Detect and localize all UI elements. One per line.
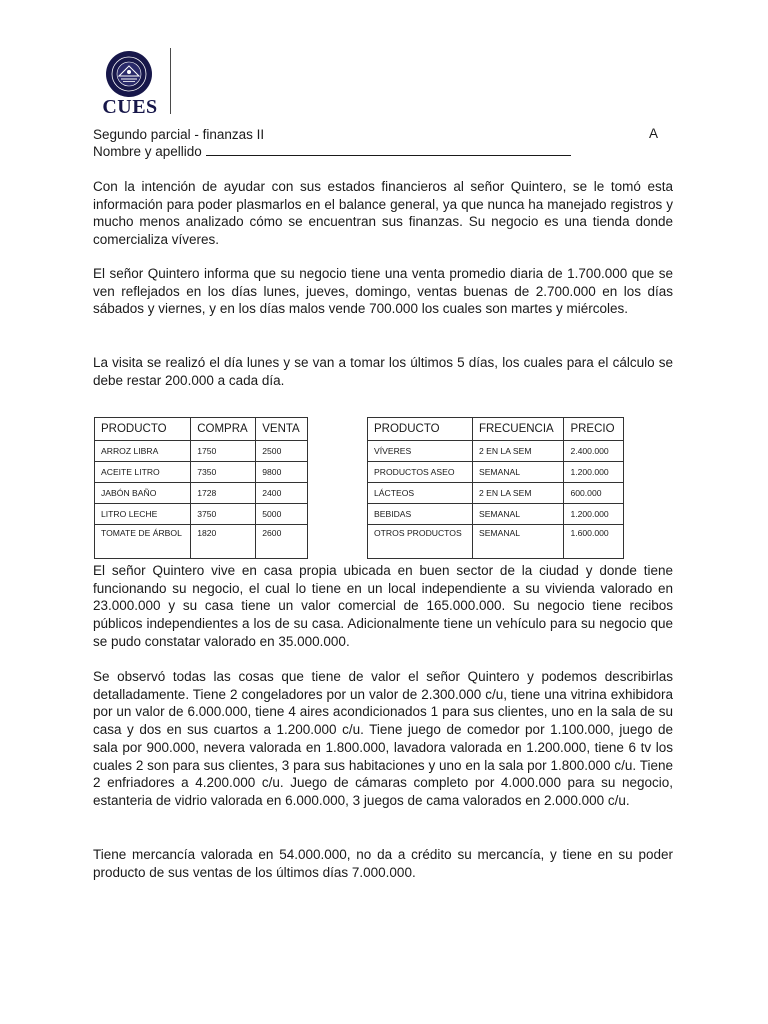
table-header-row — [95, 418, 308, 441]
table-cell: SEMANAL — [472, 525, 563, 559]
name-line — [93, 143, 571, 160]
paragraph-inventory: Tiene mercancía valorada en 54.000.000, no da a crédito su mercancía, y tiene en su poder producto de sus ventas de los últimos días 7.000.000. — [93, 847, 673, 880]
institution-logo — [97, 46, 161, 118]
column-header: FRECUENCIA — [472, 418, 563, 441]
table-row — [95, 462, 308, 483]
table-cell: SEMANAL — [472, 462, 563, 483]
table-cell: PRODUCTOS ASEO — [368, 462, 473, 483]
column-header: COMPRA — [191, 418, 256, 441]
column-header: VENTA — [256, 418, 308, 441]
table-cell: 5000 — [256, 504, 308, 525]
table-cell: OTROS PRODUCTOS — [368, 525, 473, 559]
table-cell: 1750 — [191, 441, 256, 462]
table-cell: LÁCTEOS — [368, 483, 473, 504]
table-row — [368, 462, 624, 483]
column-header: PRECIO — [564, 418, 624, 441]
table-cell: LITRO LECHE — [95, 504, 191, 525]
table-cell: SEMANAL — [472, 504, 563, 525]
paragraph-sales: El señor Quintero informa que su negocio tiene una venta promedio diaria de 1.700.000 que se ven reflejados en los días lunes, jueves, domingo, ventas buenas de 2.700.000 en los días sábados y viernes, y en los días malos vende 700.000 los cuales son martes y miércoles. — [93, 266, 673, 317]
table-cell: 2600 — [256, 525, 308, 559]
university-seal-icon — [105, 50, 153, 98]
table-cell: JABÓN BAÑO — [95, 483, 191, 504]
logo-divider — [170, 48, 171, 114]
expenses-table — [367, 417, 624, 559]
table-row — [368, 525, 624, 559]
paragraph-assets: Se observó todas las cosas que tiene de valor el señor Quintero y podemos describirlas detalladamente. Tiene 2 congeladores por un valor de 2.300.000 c/u, tiene una vitrina exhibidora por un valor de 6.000.000, tiene 4 aires acondicionados 1 para sus clientes, uno en la sala de su casa y dos en sus cuartos a 1.200.000 c/u. Tiene juego de comedor por 1.100.000, juego de sala por 900.000, nevera valorada en 1.800.000, lavadora valorada en 1.200.000, tiene 6 tv los cuales 2 son para sus clientes, 3 para sus habitaciones y uno en la sala por 1.800.000 c/u. Tiene 2 enfriadores a 4.200.000 c/u. Juego de cámaras completo por 4.000.000 para su negocio, estanteria de vidrio valorada en 6.000.000, 3 juegos de cama valorados en 2.000.000 c/u. — [93, 669, 673, 808]
table-cell: 7350 — [191, 462, 256, 483]
table-row — [95, 441, 308, 462]
table-row — [95, 504, 308, 525]
column-header: PRODUCTO — [368, 418, 473, 441]
name-blank-line — [206, 143, 571, 156]
table-cell: 2 EN LA SEM — [472, 483, 563, 504]
table-cell: BEBIDAS — [368, 504, 473, 525]
table-row — [368, 441, 624, 462]
table-cell: VÍVERES — [368, 441, 473, 462]
table-cell: 2.400.000 — [564, 441, 624, 462]
logo-text: CUES — [102, 96, 158, 118]
table-cell: TOMATE DE ÁRBOL — [95, 525, 191, 559]
paragraph-intro: Con la intención de ayudar con sus estados financieros al señor Quintero, se le tomó esta información para poder plasmarlos en el balance general, ya que nunca ha manejado registros y mucho menos analizado cómo se encuentran sus finanzas. Su negocio es una tienda donde comercializa víveres. — [93, 179, 673, 248]
column-header: PRODUCTO — [95, 418, 191, 441]
table-row — [95, 525, 308, 559]
table-cell: 2500 — [256, 441, 308, 462]
table-cell: 1.600.000 — [564, 525, 624, 559]
table-cell: 2400 — [256, 483, 308, 504]
table-row — [368, 504, 624, 525]
table-cell: 3750 — [191, 504, 256, 525]
table-cell: 600.000 — [564, 483, 624, 504]
table-cell: 1.200.000 — [564, 462, 624, 483]
exam-title: Segundo parcial - finanzas II — [93, 127, 265, 142]
table-cell: 1728 — [191, 483, 256, 504]
table-header-row — [368, 418, 624, 441]
table-cell: ACEITE LITRO — [95, 462, 191, 483]
table-cell: 2 EN LA SEM — [472, 441, 563, 462]
table-row — [95, 483, 308, 504]
exam-version-letter: A — [649, 126, 659, 141]
paragraph-visit: La visita se realizó el día lunes y se van a tomar los últimos 5 días, los cuales para el cálculo se debe restar 200.000 a cada día. — [93, 355, 673, 388]
table-cell: 1820 — [191, 525, 256, 559]
name-label: Nombre y apellido — [93, 144, 202, 159]
table-cell: 9800 — [256, 462, 308, 483]
table-cell: 1.200.000 — [564, 504, 624, 525]
paragraph-property: El señor Quintero vive en casa propia ubicada en buen sector de la ciudad y donde tiene funcionando su negocio, el cual lo tiene en un local independiente a su vivienda valorado en 23.000.000 y su casa tiene un valor comercial de 165.000.000. Su negocio tiene recibos públicos independientes a los de su casa. Adicionalmente tiene un vehículo para su negocio que se pudo constatar valorado en 35.000.000. — [93, 563, 673, 649]
table-row — [368, 483, 624, 504]
products-table — [94, 417, 308, 559]
table-cell: ARROZ LIBRA — [95, 441, 191, 462]
